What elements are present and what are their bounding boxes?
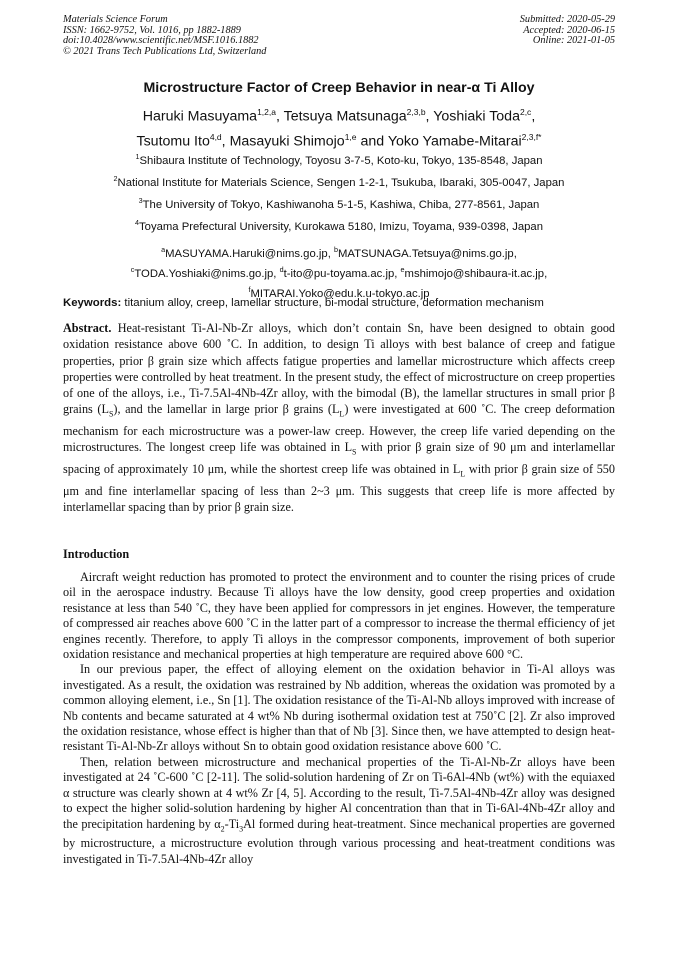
affiliation-item xyxy=(30,150,648,172)
subscript: 3 xyxy=(239,823,244,833)
paragraph-text: Al formed during heat-treatment. Since mechanical properties are governed by microstructure, a microstructure evolution through various processing and heat-treatment conditions was investigated in Ti-7.5Al-4Nb-4Zr alloy xyxy=(63,816,615,866)
copyright-line: © 2021 Trans Tech Publications Ltd, Switzerland xyxy=(63,45,267,57)
affiliations xyxy=(30,150,648,301)
paragraph xyxy=(63,755,615,867)
subscript: L xyxy=(339,409,345,419)
abstract-label: Abstract. xyxy=(63,321,112,335)
abstract-text: with prior β grain size of 550 μm and fine interlamellar spacing of less than 2~3 μm. This suggests that creep life is more affected by interlamellar spacing than by prior β grain size. xyxy=(63,461,615,514)
author-separator: , xyxy=(425,108,434,125)
email-line: $^a$MASUYAMA.Haruki@nims.go.jp, $^b$MATSUNAGA.Tetsuya@nims.go.jp, xyxy=(161,245,517,260)
email-link[interactable]: MITARAI.Yoko@edu.k.u-tokyo.ac.jp xyxy=(250,287,430,300)
affiliation-text: Shibaura Institute of Technology, Toyosu 3-7-5, Koto-ku, Tokyo, 135-8548, Japan xyxy=(139,154,543,167)
affiliation-text: The University of Tokyo, Kashiwanoha 5-1-5, Kashiwa, Chiba, 277-8561, Japan xyxy=(142,198,540,211)
issn-line: ISSN: 1662-9752, Vol. 1016, pp 1882-1889 xyxy=(63,24,241,36)
accepted-date: Accepted: 2020-06-15 xyxy=(523,24,615,36)
abstract-text: ), and the lamellar in large prior β grains (L xyxy=(113,402,340,417)
author-name: Haruki Masuyama xyxy=(142,108,258,125)
author-sup: 2,3,b xyxy=(406,107,426,117)
keywords xyxy=(63,297,615,309)
author-sup: 2,c xyxy=(519,107,532,117)
subscript: S xyxy=(352,447,357,457)
affiliation-sup: 2 xyxy=(113,174,118,183)
abstract xyxy=(63,320,615,515)
author-name: Masayuki Shimojo xyxy=(229,133,345,150)
author-sup: 2,3,f* xyxy=(521,131,542,142)
online-date: Online: 2021-01-05 xyxy=(532,35,615,47)
email-sup: b xyxy=(333,245,338,254)
keywords-label: Keywords: xyxy=(63,297,122,309)
submission-dates xyxy=(520,15,615,47)
email-sup: d xyxy=(279,264,284,274)
subscript: L xyxy=(460,469,466,479)
journal-name: Materials Science Forum xyxy=(63,14,168,25)
affiliation-item xyxy=(30,216,648,238)
affiliation-sup: 1 xyxy=(135,152,140,161)
author-name: Yoko Yamabe-Mitarai xyxy=(387,133,522,150)
author-sup: 4,d xyxy=(209,131,222,142)
abstract-text: ) were investigated at 600 ˚C. The creep deformation mechanism for each microstructure was a power-law creep. However, the creep life varied depending on the microstructures. The longest creep life was obtained in L xyxy=(63,402,616,455)
abstract-text: Heat-resistant Ti-Al-Nb-Zr alloys, which don’t contain Sn, have been designed to obtain good oxidation resistance above 600 ˚C. In addition, to design Ti alloys with best balance of creep and fatigue properties, prior β grain size which affects fatigue properties and lamellar microstructure which affects creep properties were controlled by heat treatment. In the present study, the effect of microstructure on creep properties of one of the alloys, i.e., Ti-7.5Al-4Nb-4Zr alloy, with the bimodal (B), the lamellar structures in small prior β grains (L xyxy=(63,321,616,417)
email-link[interactable]: t-ito@pu-toyama.ac.jp xyxy=(283,267,395,280)
affiliation-text: National Institute for Materials Science, Sengen 1-2-1, Tsukuba, Ibaraki, 305-0047, Japan xyxy=(117,176,565,189)
affiliation-sup: 3 xyxy=(138,196,143,205)
author-separator: , xyxy=(221,133,230,150)
author-separator: , xyxy=(275,108,284,125)
keywords-text: titanium alloy, creep, lamellar structure, bi-modal structure, deformation mechanism xyxy=(124,297,544,309)
email-link[interactable]: mshimojo@shibaura-it.ac.jp xyxy=(404,267,545,280)
email-sup: c xyxy=(130,264,135,274)
paragraph: Aircraft weight reduction has promoted to protect the environment and to counter the rising prices of crude oil in the aerospace industry. Because Ti alloys have the low density, good creep properties and oxidation resistance at less than 540 ˚C, they have been applied for compressors in jet engines. However, the temperature of compressed air reaches above 600 ˚C in the latter part of a compressor to increase the thermal efficiency of jet engines recently. Therefore, to apply Ti alloys in the compressor components, improvement of both superior oxidation resistance and mechanical properties at high temperature are required above 600 °C. xyxy=(63,570,615,662)
submitted-date: Submitted: 2020-05-29 xyxy=(519,14,615,25)
email-sup: f xyxy=(248,284,251,294)
email-link[interactable]: MATSUNAGA.Tetsuya@nims.go.jp xyxy=(337,247,514,260)
affiliation-text: Toyama Prefectural University, Kurokawa 5180, Imizu, Toyama, 939-0398, Japan xyxy=(139,220,543,233)
abstract-text: with prior β grain size of 90 μm and interlamellar spacing of approximately 10 μm, while the shortest creep life was obtained in L xyxy=(63,440,615,476)
email-sup: a xyxy=(161,245,166,254)
paragraph-text: -Ti xyxy=(224,816,240,831)
journal-info xyxy=(63,15,266,57)
subscript: S xyxy=(108,409,114,419)
author-name: Tetsuya Matsunaga xyxy=(283,108,407,125)
author-separator: and xyxy=(356,133,388,150)
email-line: $^c$TODA.Yoshiaki@nims.go.jp, $^d$t-ito@pu-toyama.ac.jp, $^e$mshimojo@shibaura-it.ac.jp, xyxy=(130,264,548,280)
doi-line[interactable]: doi:10.4028/www.scientific.net/MSF.1016.1882 xyxy=(63,35,259,47)
paragraph-text: Then, relation between microstructure and mechanical properties of the Ti-Al-Nb-Zr alloys have been investigated at 24 ˚C-600 ˚C [2-11]. The solid-solution hardening of Zr on Ti-6Al-4Nb (wt%) with the equiaxed α structure was clearly shown at 4 wt% Zr [4, 5]. According to the result, Ti-7.5Al-4Nb-4Zr alloy was designed to expect the higher solid-solution hardening by higher Al concentration than that in Ti-6Al-4Nb-4Zr alloy and the precipitation hardening by α xyxy=(63,754,615,831)
author-name: Yoshiaki Toda xyxy=(433,108,520,125)
introduction-body xyxy=(63,570,615,867)
affiliation-item xyxy=(30,194,648,216)
section-heading: Introduction xyxy=(63,547,130,561)
paper-title: Microstructure Factor of Creep Behavior in near-α Ti Alloy xyxy=(143,80,535,96)
email-list xyxy=(30,242,648,301)
paragraph: In our previous paper, the effect of alloying element on the oxidation behavior in Ti-Al alloys was investigated. As a result, the oxidation was restrained by Nb addition, whereas the oxidation was promoted by a common alloying element, i.e., Sn [1]. The oxidation resistance of the Ti-Al-Nb alloys improved with increase of Nb contents and became saturated at 4 wt% Nb during isothermal oxidation test at 750˚C [2]. Zr also improved the oxidation resistance, whose effect is higher than that of Nb [3]. Since then, we have attempted to design heat-resistant Ti-Al-Nb-Zr alloys without Sn to obtain good oxidation resistance above 600 ˚C. xyxy=(63,662,615,754)
subscript: 2 xyxy=(220,823,225,833)
author-list xyxy=(40,102,638,151)
author-sup: 1,2,a xyxy=(257,107,276,117)
author-separator: , xyxy=(531,108,536,125)
email-link[interactable]: TODA.Yoshiaki@nims.go.jp xyxy=(134,267,274,280)
affiliation-sup: 4 xyxy=(135,218,140,227)
email-sup: e xyxy=(400,264,405,274)
author-name: Tsutomu Ito xyxy=(136,133,210,150)
author-sup: 1,e xyxy=(344,131,357,142)
affiliation-item xyxy=(30,172,648,194)
email-link[interactable]: MASUYAMA.Haruki@nims.go.jp xyxy=(165,247,328,260)
